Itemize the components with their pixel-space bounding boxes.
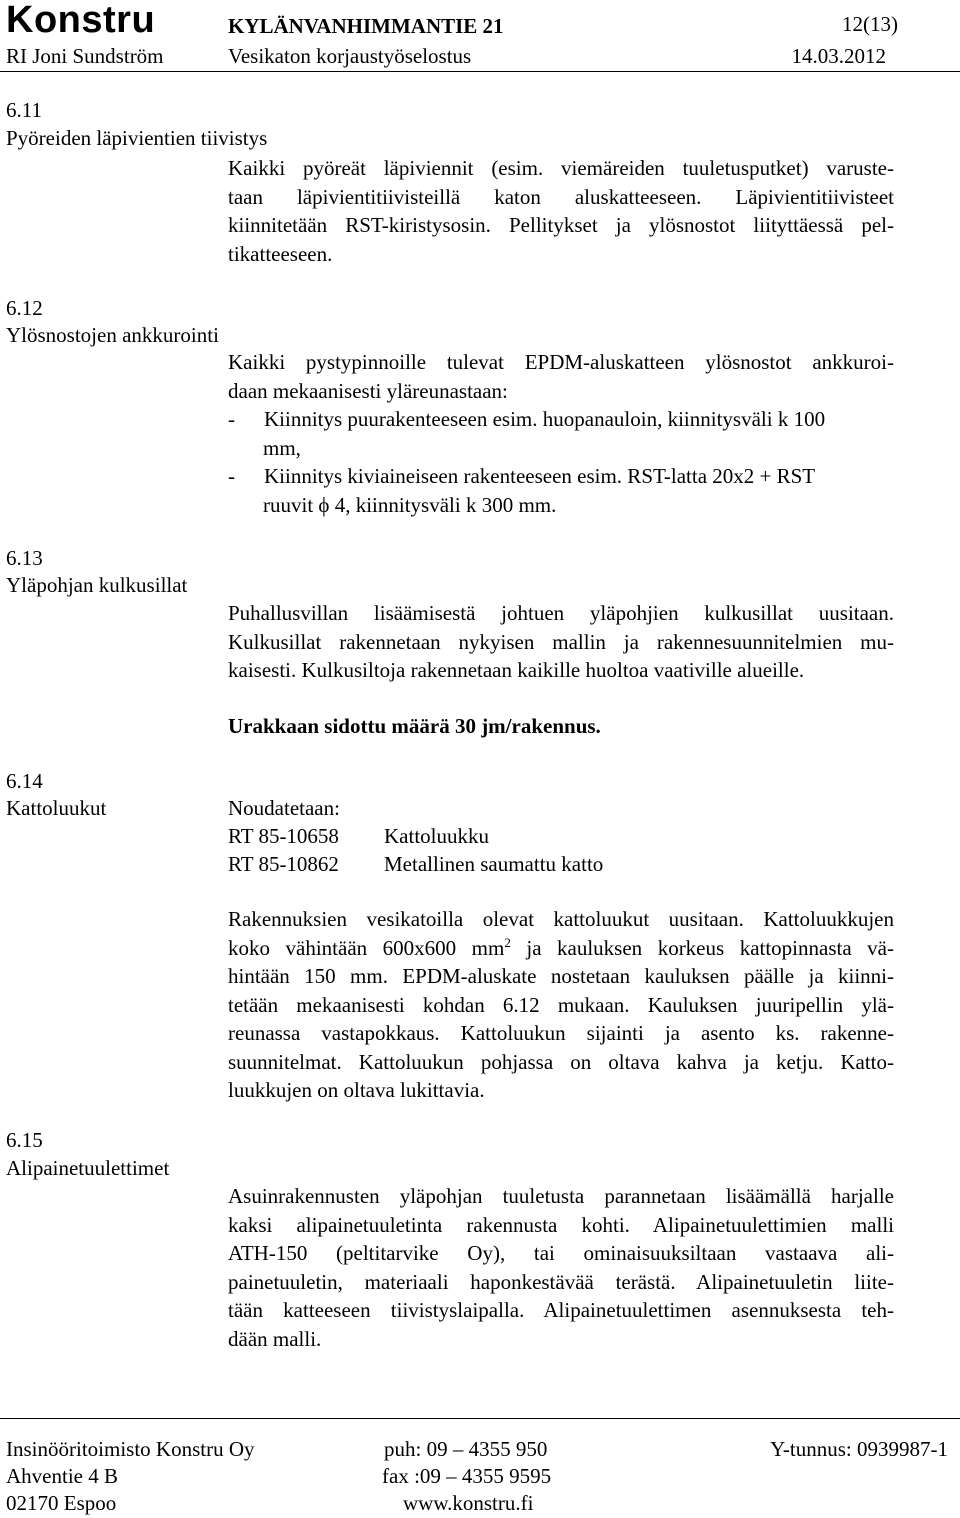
- body-line: hintään 150 mm. EPDM-aluskate nostetaan kauluksen päälle ja kiinni-: [228, 964, 894, 988]
- superscript: 2: [504, 934, 511, 950]
- body-line: painetuuletin, materiaali haponkestävää terästä. Alipainetuuletin liite-: [228, 1269, 894, 1294]
- section-number-6-13: 6.13: [6, 546, 43, 570]
- footer-phone: puh: 09 – 4355 950: [384, 1437, 548, 1461]
- body-line: Rakennuksien vesikatoilla olevat kattoluukut uusitaan. Kattoluukkujen: [228, 907, 894, 931]
- body-line: Puhallusvillan lisäämisestä johtuen yläpohjien kulkusillat uusitaan.: [228, 601, 894, 625]
- standard-name: Metallinen saumattu katto: [384, 852, 604, 876]
- body-line: [228, 934, 894, 963]
- page-number: 12(13): [842, 12, 898, 36]
- footer-address: Ahventie 4 B: [6, 1464, 118, 1488]
- document-date: 14.03.2012: [791, 44, 886, 68]
- body-line: tään katteeseen tiivistyslaipalla. Alipainetuulettimen asennuksesta teh-: [228, 1298, 894, 1322]
- body-line: kiinnitetään RST-kiristysosin. Pellitykset ja ylösnostot liityttäessä pel-: [228, 213, 894, 237]
- body-line: tikatteeseen.: [228, 241, 333, 266]
- section-title-6-12: Ylösnostojen ankkurointi: [6, 323, 219, 347]
- body-line: taan läpivientitiivisteillä katon aluskatteeseen. Läpivientitiivisteet: [228, 184, 894, 209]
- bullet-item: [228, 405, 894, 434]
- body-line: Kaikki pyöreät läpiviennit (esim. viemäreiden tuuletusputket) varuste-: [228, 156, 894, 180]
- body-line: Kulkusillat rakennetaan nykyisen mallin ja rakennesuunnitelmien mu-: [228, 629, 894, 654]
- footer-divider: [0, 1418, 960, 1419]
- bullet-text: Kiinnitys puurakenteeseen esim. huopanauloin, kiinnitysväli k 100: [264, 407, 826, 431]
- body-text: ja kauluksen korkeus kattopinnasta vä-: [510, 935, 894, 960]
- section-title-6-11: Pyöreiden läpivientien tiivistys: [6, 126, 268, 150]
- section-title-6-13: Yläpohjan kulkusillat: [6, 573, 188, 597]
- header-divider: [0, 71, 960, 72]
- project-title: KYLÄNVANHIMMANTIE 21: [228, 14, 504, 38]
- quantity-note: Urakkaan sidottu määrä 30 jm/rakennus.: [228, 714, 601, 738]
- body-line: Asuinrakennusten yläpohjan tuuletusta parannetaan lisäämällä harjalle: [228, 1184, 894, 1208]
- body-line: ATH-150 (peltitarvike Oy), tai ominaisuuksiltaan vastaava ali-: [228, 1241, 894, 1265]
- body-line: suunnitelmat. Kattoluukun pohjassa on oltava kahva ja ketju. Katto-: [228, 1049, 894, 1074]
- bullet-item: [228, 462, 894, 491]
- body-line: luukkujen on oltava lukittavia.: [228, 1078, 485, 1102]
- bullet-continuation: mm,: [263, 435, 301, 460]
- bullet-dash: -: [228, 407, 235, 431]
- standard-row: [228, 850, 603, 878]
- footer-business-id: Y-tunnus: 0939987-1: [770, 1437, 948, 1461]
- company-logo: Konstru: [6, 0, 156, 41]
- body-line: Kaikki pystypinnoille tulevat EPDM-aluskatteen ylösnostot ankkuroi-: [228, 350, 894, 374]
- body-text: koko vähintään 600x600 mm: [228, 935, 505, 960]
- section-number-6-15: 6.15: [6, 1128, 43, 1152]
- section-body-6-13: [228, 599, 894, 685]
- bullet-text: Kiinnitys kiviaineiseen rakenteeseen esim. RST-latta 20x2 + RST: [264, 464, 816, 488]
- section-number-6-11: 6.11: [6, 98, 42, 122]
- body-line: dään malli.: [228, 1326, 322, 1351]
- section-body-6-14: [228, 905, 894, 1105]
- author-name: RI Joni Sundström: [6, 44, 164, 68]
- bullet-continuation: ruuvit ϕ 4, kiinnitysväli k 300 mm.: [263, 492, 557, 517]
- standards-intro: Noudatetaan:: [228, 796, 340, 820]
- footer-city: 02170 Espoo: [6, 1491, 117, 1515]
- section-title-6-15: Alipainetuulettimet: [6, 1156, 170, 1180]
- body-line: kaksi alipainetuuletinta rakennusta kohti. Alipainetuulettimien malli: [228, 1212, 894, 1237]
- footer-website[interactable]: www.konstru.fi: [403, 1491, 534, 1515]
- section-title-6-14: Kattoluukut: [6, 796, 107, 820]
- section-body-6-11: [228, 154, 894, 268]
- body-line: reunassa vastapokkaus. Kattoluukun sijainti ja asento ks. rakenne-: [228, 1021, 894, 1045]
- section-body-6-15: [228, 1182, 894, 1353]
- body-line: kaisesti. Kulkusiltoja rakennetaan kaikille huoltoa vaativille alueille.: [228, 658, 805, 682]
- bullet-dash: -: [228, 464, 235, 488]
- section-number-6-12: 6.12: [6, 296, 43, 320]
- standard-code: RT 85-10862: [228, 852, 339, 876]
- standard-row: [228, 822, 489, 850]
- standard-name: Kattoluukku: [384, 824, 489, 848]
- body-line: tetään mekaanisesti kohdan 6.12 mukaan. Kauluksen juuripellin ylä-: [228, 992, 894, 1017]
- section-body-6-12: [228, 348, 894, 519]
- body-line: daan mekaanisesti yläreunastaan:: [228, 378, 508, 403]
- standard-code: RT 85-10658: [228, 824, 339, 848]
- section-number-6-14: 6.14: [6, 769, 43, 793]
- document-title: Vesikaton korjaustyöselostus: [228, 44, 472, 68]
- footer-fax: fax :09 – 4355 9595: [382, 1464, 552, 1488]
- footer-company: Insinööritoimisto Konstru Oy: [6, 1437, 255, 1461]
